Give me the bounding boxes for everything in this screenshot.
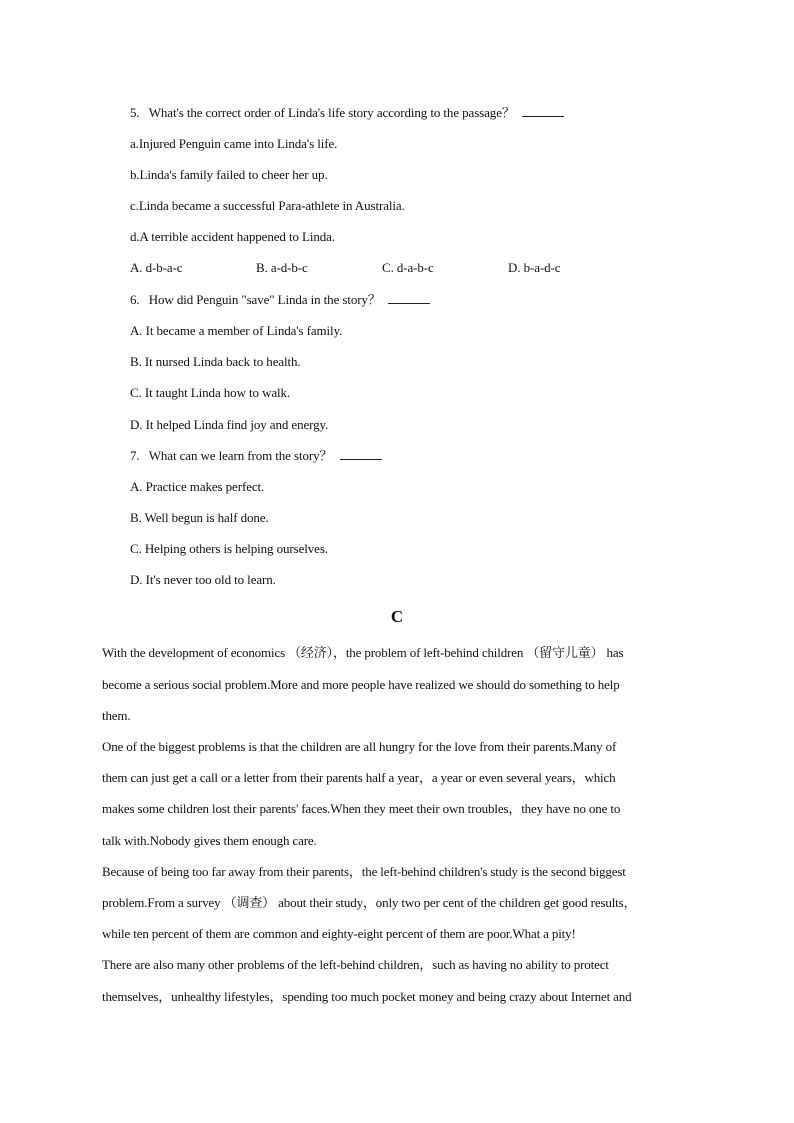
q5-answer-blank[interactable] bbox=[522, 106, 564, 117]
q5-option-c[interactable]: C. d-a-b-c bbox=[382, 260, 434, 275]
q7-number: 7. bbox=[130, 448, 140, 463]
q7-option-c[interactable]: C. Helping others is helping ourselves. bbox=[130, 541, 328, 556]
passage-line: become a serious social problem.More and more people have realized we should do something to help bbox=[102, 677, 620, 692]
passage-line: Because of being too far away from their parents，the left-behind children's study is the second biggest bbox=[102, 864, 626, 879]
q5-option-b[interactable]: B. a-d-b-c bbox=[256, 260, 308, 275]
q7-option-d[interactable]: D. It's never too old to learn. bbox=[130, 572, 276, 587]
q6-question-text: How did Penguin "save" Linda in the story？ bbox=[148, 292, 381, 307]
passage-line: One of the biggest problems is that the children are all hungry for the love from their parents.Many of bbox=[102, 739, 617, 754]
q5-stem bbox=[130, 105, 564, 121]
q5-question-text: What's the correct order of Linda's life story according to the passage？ bbox=[148, 105, 515, 120]
q5-item-c: c.Linda became a successful Para-athlete in Australia. bbox=[130, 198, 405, 213]
q6-option-b[interactable]: B. It nursed Linda back to health. bbox=[130, 354, 301, 369]
q6-number: 6. bbox=[130, 292, 140, 307]
q5-number: 5. bbox=[130, 105, 140, 120]
q6-option-d[interactable]: D. It helped Linda find joy and energy. bbox=[130, 417, 329, 432]
passage-line: them can just get a call or a letter from their parents half a year，a year or even several years，which bbox=[102, 770, 616, 785]
passage-line: them. bbox=[102, 708, 131, 723]
passage-line: themselves，unhealthy lifestyles，spending too much pocket money and being crazy about Internet and bbox=[102, 989, 632, 1004]
passage-line: With the development of economics （经济），the problem of left-behind children （留守儿童） has bbox=[102, 645, 624, 660]
q7-answer-blank[interactable] bbox=[340, 449, 382, 460]
q7-option-a[interactable]: A. Practice makes perfect. bbox=[130, 479, 265, 494]
q6-option-c[interactable]: C. It taught Linda how to walk. bbox=[130, 385, 291, 400]
q5-option-d[interactable]: D. b-a-d-c bbox=[508, 260, 561, 275]
q6-answer-blank[interactable] bbox=[388, 293, 430, 304]
q5-item-b: b.Linda's family failed to cheer her up. bbox=[130, 167, 328, 182]
q7-stem bbox=[130, 448, 382, 464]
q5-option-a[interactable]: A. d-b-a-c bbox=[130, 260, 183, 275]
q7-question-text: What can we learn from the story？ bbox=[148, 448, 333, 463]
passage-line: makes some children lost their parents' faces.When they meet their own troubles，they have no one to bbox=[102, 801, 621, 816]
q7-option-b[interactable]: B. Well begun is half done. bbox=[130, 510, 269, 525]
q6-option-a[interactable]: A. It became a member of Linda's family. bbox=[130, 323, 343, 338]
q5-item-a: a.Injured Penguin came into Linda's life. bbox=[130, 136, 338, 151]
passage-line: talk with.Nobody gives them enough care. bbox=[102, 833, 317, 848]
passage-line: while ten percent of them are common and eighty-eight percent of them are poor.What a pity! bbox=[102, 926, 576, 941]
passage-line: There are also many other problems of the left-behind children，such as having no ability to protect bbox=[102, 957, 609, 972]
passage-line: problem.From a survey （调查） about their study，only two per cent of the children get good results， bbox=[102, 895, 637, 910]
q6-stem bbox=[130, 292, 430, 308]
section-c-heading: C bbox=[390, 607, 404, 626]
q5-item-d: d.A terrible accident happened to Linda. bbox=[130, 229, 336, 244]
